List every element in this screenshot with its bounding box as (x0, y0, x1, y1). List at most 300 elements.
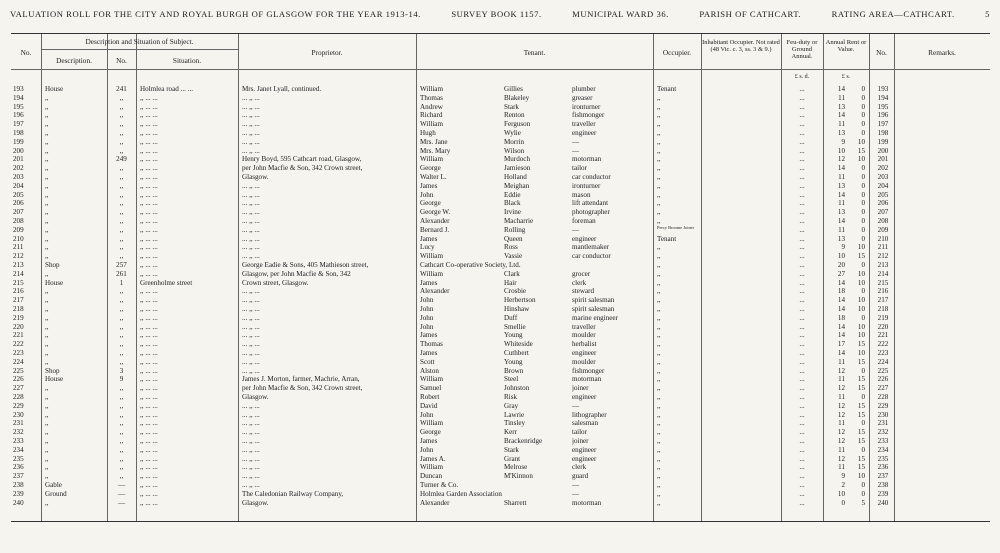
row-occupier: ,, (657, 305, 661, 313)
row-occupier: ,, (657, 137, 661, 146)
row-feu-duty: ... (799, 481, 805, 489)
row-house-number: ,, (119, 111, 124, 120)
row-occupier: ,, (657, 481, 661, 489)
row-situation: ,, ... ... (140, 401, 158, 410)
row-proprietor: ... ,, ... (242, 217, 260, 225)
row-rent-shillings: 15 (857, 384, 865, 393)
row-occupation: steward (572, 287, 595, 296)
row-house-number: ,, (119, 129, 124, 137)
row-description: ,, (45, 445, 49, 454)
row-description: ,, (45, 190, 49, 199)
row-occupation: grocer (572, 269, 591, 278)
row-situation: ,, ... ... (140, 234, 158, 243)
table-row (11, 463, 990, 472)
col-header-occupier: Occupier. (662, 48, 692, 57)
row-house-number: ,, (119, 252, 124, 261)
row-feu-duty: ... (799, 498, 805, 507)
row-description: House (45, 375, 64, 384)
row-occupation: spirit salesman (572, 296, 615, 305)
row-situation: ,, ... ... (140, 305, 158, 313)
row-occupier: ,, (657, 102, 661, 111)
table-row (11, 296, 990, 305)
table-row (11, 94, 990, 103)
row-occupation: foreman (572, 217, 596, 225)
row-situation: ,, ... ... (140, 410, 158, 419)
row-occupier: ,, (657, 155, 661, 164)
row-feu-duty: ... (799, 278, 805, 287)
parish: PARISH OF CATHCART. (699, 9, 802, 19)
row-occupier: ,, (657, 489, 661, 498)
row-situation: ,, ... ... (140, 384, 158, 393)
row-tenant-surname: Young (504, 331, 523, 340)
row-rent-pounds: 9 (841, 472, 845, 481)
row-tenant-surname: Blakeley (504, 93, 530, 102)
table-row (11, 481, 990, 490)
row-number-right: 215 (877, 278, 889, 287)
row-rent-pounds: 14 (837, 305, 845, 313)
row-rent-pounds: 14 (837, 296, 845, 305)
col-header-description-group: Description and Situation of Subject. (85, 37, 194, 46)
row-occupation: — (572, 401, 580, 410)
row-occupier: ,, (657, 296, 661, 305)
row-occupier: ,, (657, 173, 661, 181)
row-situation: ,, ... ... (140, 445, 158, 454)
row-situation: ,, ... ... (140, 129, 158, 137)
row-tenant-forename: William (420, 155, 443, 164)
row-number: 231 (13, 419, 24, 428)
row-number: 219 (13, 313, 24, 322)
row-feu-duty: ... (799, 269, 805, 278)
row-house-number: ,, (119, 120, 124, 129)
table-row (11, 455, 990, 464)
row-tenant-surname: Meighan (504, 181, 530, 190)
row-number: 230 (13, 410, 24, 419)
row-situation: ,, ... ... (140, 498, 158, 507)
row-rent-pounds: 18 (837, 313, 845, 322)
row-situation: ,, ... ... (140, 217, 158, 225)
row-tenant-forename: Scott (420, 357, 435, 366)
row-situation: ,, ... ... (140, 313, 158, 322)
row-feu-duty: ... (799, 463, 805, 472)
row-tenant-surname: Gillies (504, 85, 523, 93)
row-number-right: 202 (877, 164, 889, 173)
row-description: ,, (45, 340, 49, 349)
row-tenant-forename: James (420, 331, 438, 340)
row-tenant-forename: Thomas (420, 93, 443, 102)
row-number: 232 (13, 428, 24, 437)
col-header-description: Description. (56, 56, 92, 65)
row-tenant-forename: Thomas (420, 340, 443, 349)
row-proprietor: ... ,, ... (242, 199, 260, 208)
row-rent-shillings: 10 (857, 296, 865, 305)
row-number: 208 (13, 217, 24, 225)
row-rent-pounds: 14 (837, 217, 845, 225)
table-row (11, 120, 990, 129)
row-feu-duty: ... (799, 437, 805, 445)
row-tenant-surname: Eddie (504, 190, 521, 199)
row-situation: Greenholme street (140, 278, 193, 287)
row-feu-duty: ... (799, 261, 805, 269)
col-header-annual-rent: Annual Rent or Value. (825, 39, 867, 54)
row-proprietor: ... ,, ... (242, 454, 260, 463)
row-rent-pounds: 13 (837, 129, 845, 137)
row-occupier: ,, (657, 463, 661, 472)
row-occupier: ,, (657, 111, 661, 120)
row-tenant-forename: George (420, 199, 441, 208)
row-occupier: ,, (657, 384, 661, 393)
row-feu-duty: ... (799, 173, 805, 181)
row-occupier: ,, (657, 472, 661, 481)
row-number: 206 (13, 199, 24, 208)
table-row (11, 261, 990, 270)
row-house-number: 261 (116, 269, 127, 278)
row-occupier: Tenant (657, 85, 677, 93)
row-tenant-forename: William (420, 269, 443, 278)
row-proprietor: ... ,, ... (242, 129, 260, 137)
row-tenant-forename: William (420, 85, 443, 93)
row-description: ,, (45, 102, 49, 111)
rating-area: RATING AREA—CATHCART. (831, 9, 955, 19)
row-situation: ,, ... ... (140, 322, 158, 331)
row-situation: ,, ... ... (140, 146, 158, 155)
table-row (11, 243, 990, 252)
row-occupier: ,, (657, 208, 661, 217)
row-tenant-forename: Alexander (420, 287, 450, 296)
row-feu-duty: ... (799, 102, 805, 111)
row-feu-duty: ... (799, 472, 805, 481)
table-row (11, 155, 990, 164)
row-proprietor: ... ,, ... (242, 313, 260, 322)
row-house-number: ,, (119, 93, 124, 102)
row-occupation: joiner (572, 384, 589, 393)
row-proprietor: ... ,, ... (242, 349, 260, 357)
col-header-remarks: Remarks. (928, 48, 956, 57)
row-tenant-surname: Jamieson (504, 164, 531, 173)
row-situation: ,, ... ... (140, 375, 158, 384)
col-header-situation: Situation. (172, 56, 202, 65)
row-description: ,, (45, 463, 49, 472)
row-rent-pounds: 11 (838, 225, 845, 234)
row-tenant-forename: James (420, 181, 438, 190)
row-description: ,, (45, 419, 49, 428)
row-number: 203 (13, 173, 24, 181)
table-row (11, 340, 990, 349)
row-house-number: — (117, 498, 126, 507)
row-rent-pounds: 20 (837, 261, 845, 269)
row-tenant-forename: Hugh (420, 129, 436, 137)
table-row (11, 446, 990, 455)
table-row (11, 314, 990, 323)
row-tenant-surname: Brown (504, 366, 524, 375)
row-description: ,, (45, 93, 49, 102)
row-rent-shillings: 5 (861, 498, 865, 507)
row-rent-pounds: 11 (838, 445, 845, 454)
row-rent-shillings: 10 (857, 243, 865, 252)
row-description: ,, (45, 243, 49, 252)
row-tenant-surname: Cuthbert (504, 349, 529, 357)
row-description: ,, (45, 305, 49, 313)
row-rent-shillings: 0 (861, 217, 865, 225)
row-occupier: ,, (657, 428, 661, 437)
row-proprietor: Crown street, Glasgow. (242, 278, 309, 287)
row-occupation: clerk (572, 463, 587, 472)
row-occupation: clerk (572, 278, 587, 287)
row-description: ,, (45, 129, 49, 137)
row-rent-shillings: 0 (861, 93, 865, 102)
row-situation: ,, ... ... (140, 269, 158, 278)
row-rent-shillings: 15 (857, 437, 865, 445)
row-tenant-forename: James (420, 349, 438, 357)
row-occupier: Percy Broome Joiner (657, 226, 695, 231)
row-feu-duty: ... (799, 243, 805, 252)
row-tenant-forename: Mrs. Mary (420, 146, 451, 155)
row-rent-shillings: 0 (861, 208, 865, 217)
row-occupier: ,, (657, 243, 661, 252)
row-proprietor: ... ,, ... (242, 401, 260, 410)
row-situation: ,, ... ... (140, 111, 158, 120)
row-description: ,, (45, 331, 49, 340)
row-feu-duty: ... (799, 164, 805, 173)
row-number: 220 (13, 322, 24, 331)
row-tenant-surname: M'Kinnon (504, 472, 533, 481)
row-occupier: ,, (657, 278, 661, 287)
row-house-number: ,, (119, 137, 124, 146)
row-situation: ,, ... ... (140, 93, 158, 102)
row-number-right: 226 (877, 375, 889, 384)
row-occupation: moulder (572, 357, 596, 366)
row-tenant-surname: Murdoch (504, 155, 531, 164)
row-situation: ,, ... ... (140, 366, 158, 375)
row-tenant-forename: Alston (420, 366, 439, 375)
row-proprietor: ... ,, ... (242, 120, 260, 129)
row-proprietor: ... ,, ... (242, 208, 260, 217)
row-number-right: 228 (877, 393, 889, 401)
row-rent-pounds: 12 (837, 437, 845, 445)
row-occupation: guard (572, 472, 589, 481)
row-description: Shop (45, 261, 60, 269)
row-description: ,, (45, 155, 49, 164)
row-house-number: ,, (119, 146, 124, 155)
row-proprietor: ... ,, ... (242, 287, 260, 296)
row-proprietor: The Caledonian Railway Company, (242, 489, 344, 498)
row-proprietor: ... ,, ... (242, 331, 260, 340)
row-number: 211 (13, 243, 24, 252)
row-tenant-forename: Duncan (420, 472, 443, 481)
row-proprietor: ... ,, ... (242, 322, 260, 331)
row-rent-pounds: 13 (837, 234, 845, 243)
row-rent-pounds: 12 (837, 410, 845, 419)
row-occupation: car conductor (572, 173, 611, 181)
row-number-right: 214 (877, 269, 889, 278)
row-occupier: ,, (657, 252, 661, 261)
row-number: 201 (13, 155, 24, 164)
row-occupation: engineer (572, 349, 597, 357)
row-rent-pounds: 10 (837, 146, 845, 155)
row-tenant-surname: Grant (504, 454, 521, 463)
row-number: 224 (13, 357, 24, 366)
row-feu-duty: ... (799, 181, 805, 190)
feu-currency-units: £ s. d. (794, 74, 810, 80)
row-house-number: ,, (119, 454, 124, 463)
row-description: ,, (45, 146, 49, 155)
row-house-number: ,, (119, 102, 124, 111)
row-description: ,, (45, 111, 49, 120)
row-feu-duty: ... (799, 208, 805, 217)
row-occupation: motorman (572, 375, 602, 384)
row-proprietor: ... ,, ... (242, 428, 260, 437)
table-row (11, 331, 990, 340)
row-number: 236 (13, 463, 24, 472)
row-situation: ,, ... ... (140, 472, 158, 481)
row-occupation: ironturner (572, 181, 601, 190)
table-row (11, 164, 990, 173)
row-number-right: 212 (877, 252, 889, 261)
row-rent-shillings: 0 (861, 173, 865, 181)
row-feu-duty: ... (799, 146, 805, 155)
row-situation: ,, ... ... (140, 243, 158, 252)
row-description: ,, (45, 437, 49, 445)
row-occupier: ,, (657, 454, 661, 463)
col-header-inhabitant: Inhabitant Occupier. Not rated (48 Vic. c. 3, ss. 3 & 9.) (702, 39, 780, 53)
table-row (11, 490, 990, 499)
row-number-right: 238 (877, 481, 889, 489)
table-row (11, 191, 990, 200)
row-situation: ,, ... ... (140, 287, 158, 296)
row-number: 229 (13, 401, 24, 410)
row-house-number: 249 (116, 155, 127, 164)
row-tenant-forename: William (420, 120, 443, 129)
row-occupation: fishmonger (572, 111, 605, 120)
row-tenant-forename: William (420, 252, 443, 261)
row-tenant-surname: Vassie (504, 252, 523, 261)
row-number: 207 (13, 208, 24, 217)
row-situation: ,, ... ... (140, 489, 158, 498)
row-number-right: 222 (877, 340, 889, 349)
page-number: 5 (985, 9, 990, 19)
row-feu-duty: ... (799, 322, 805, 331)
row-proprietor: Glasgow, per John Macfie & Son, 342 (242, 269, 351, 278)
row-rent-shillings: 0 (861, 129, 865, 137)
row-description: ,, (45, 428, 49, 437)
row-feu-duty: ... (799, 384, 805, 393)
row-rent-pounds: 11 (838, 120, 845, 129)
table-row (11, 375, 990, 384)
row-proprietor: ... ,, ... (242, 366, 260, 375)
row-occupier: ,, (657, 287, 661, 296)
table-row (11, 129, 990, 138)
row-number: 210 (13, 234, 24, 243)
row-occupation: — (572, 481, 580, 489)
table-row (11, 279, 990, 288)
row-number: 225 (13, 366, 24, 375)
row-description: ,, (45, 410, 49, 419)
row-feu-duty: ... (799, 287, 805, 296)
row-rent-pounds: 14 (837, 164, 845, 173)
row-tenant-surname: Black (504, 199, 521, 208)
row-occupation: traveller (572, 322, 596, 331)
row-proprietor: Henry Boyd, 595 Cathcart road, Glasgow, (242, 155, 362, 164)
row-situation: ,, ... ... (140, 120, 158, 129)
row-occupation: joiner (572, 437, 589, 445)
row-rent-shillings: 15 (857, 340, 865, 349)
row-rent-pounds: 9 (841, 137, 845, 146)
row-tenant-surname: Brackenridge (504, 437, 543, 445)
row-rent-pounds: 12 (837, 384, 845, 393)
row-number: 200 (13, 146, 24, 155)
row-description: ,, (45, 234, 49, 243)
row-tenant-surname: Risk (504, 393, 518, 401)
row-house-number: ,, (119, 173, 124, 181)
row-description: ,, (45, 498, 49, 507)
row-rent-shillings: 0 (861, 313, 865, 322)
row-number-right: 216 (877, 287, 889, 296)
row-tenant-forename: James A. (420, 454, 446, 463)
row-rent-pounds: 13 (837, 181, 845, 190)
row-number: 213 (13, 261, 24, 269)
row-feu-duty: ... (799, 137, 805, 146)
row-house-number: ,, (119, 428, 124, 437)
row-rent-pounds: 11 (838, 419, 845, 428)
row-number-right: 232 (877, 428, 889, 437)
row-feu-duty: ... (799, 217, 805, 225)
row-house-number: ,, (119, 164, 124, 173)
row-occupier: ,, (657, 120, 661, 129)
row-house-number: ,, (119, 340, 124, 349)
row-occupier: ,, (657, 366, 661, 375)
row-number-right: 219 (877, 313, 889, 322)
row-proprietor: ... ,, ... (242, 181, 260, 190)
row-occupier: ,, (657, 419, 661, 428)
row-house-number: ,, (119, 331, 124, 340)
row-house-number: — (117, 481, 126, 489)
row-rent-pounds: 14 (837, 111, 845, 120)
row-feu-duty: ... (799, 428, 805, 437)
row-number: 195 (13, 102, 24, 111)
row-number-right: 206 (877, 199, 889, 208)
row-number: 216 (13, 287, 24, 296)
row-occupier: ,, (657, 261, 661, 269)
row-rent-pounds: 11 (838, 173, 845, 181)
row-rent-shillings: 0 (861, 181, 865, 190)
row-description: ,, (45, 164, 49, 173)
row-rent-pounds: 11 (838, 393, 845, 401)
row-number-right: 235 (877, 454, 889, 463)
row-number: 196 (13, 111, 24, 120)
row-description: ,, (45, 173, 49, 181)
row-house-number: 1 (119, 278, 124, 287)
table-row (11, 270, 990, 279)
row-tenant-forename: Mrs. Jane (420, 137, 448, 146)
rent-currency-units: £ s. (841, 74, 851, 80)
table-row (11, 252, 990, 261)
row-house-number: — (117, 489, 126, 498)
row-tenant-forename: Richard (420, 111, 443, 120)
row-tenant-surname: Rolling (504, 225, 526, 234)
row-proprietor: James J. Morton, farmer, Machrie, Arran, (242, 375, 360, 384)
row-occupation: moulder (572, 331, 596, 340)
row-occupation: engineer (572, 393, 597, 401)
row-tenant: Holmlea Garden Association (420, 489, 502, 498)
row-number-right: 231 (877, 419, 889, 428)
row-tenant-surname: Melrose (504, 463, 528, 472)
row-occupier: ,, (657, 331, 661, 340)
row-house-number: ,, (119, 225, 124, 234)
row-tenant-forename: John (420, 410, 434, 419)
row-number-right: 203 (877, 173, 889, 181)
row-rent-shillings: 0 (861, 225, 865, 234)
row-feu-duty: ... (799, 313, 805, 322)
row-number-right: 223 (877, 349, 889, 357)
